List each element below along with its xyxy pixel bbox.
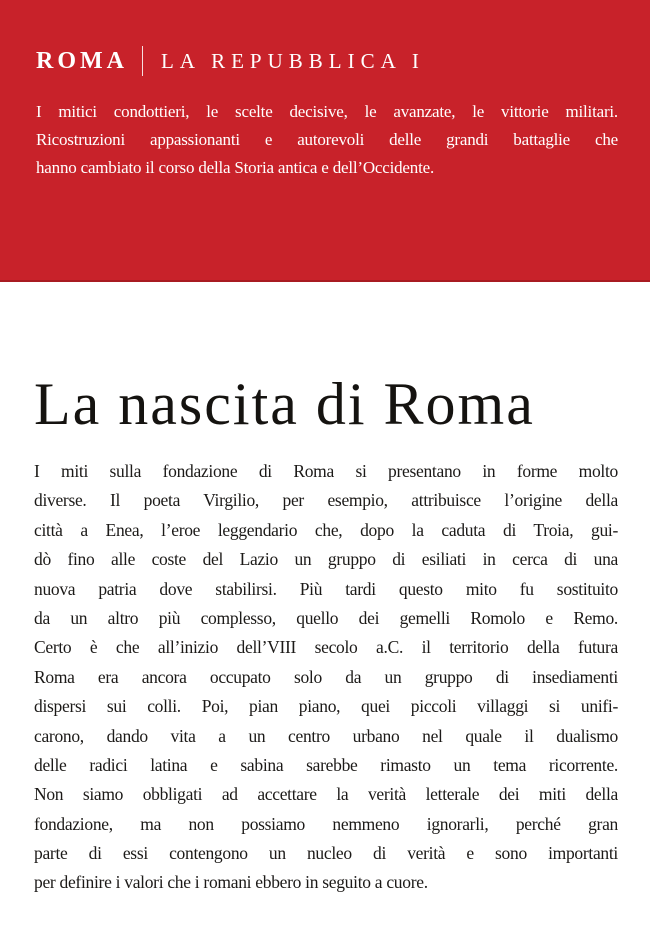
text-line: diverse. Il poeta Virgilio, per esempio, attribuisce l’origine della [34, 490, 618, 511]
text-line: Roma era ancora occupato solo da un gruppo di insediamenti [34, 666, 618, 687]
text-line: I miti sulla fondazione di Roma si presentano in forme molto [34, 461, 618, 481]
header-banner [0, 0, 650, 282]
banner-brand-row [36, 46, 618, 76]
brand-title: ROMA [36, 48, 128, 74]
text-line: carono, dando vita a un centro urbano nel quale il dualismo [34, 725, 618, 746]
text-line: nuova patria dove stabilirsi. Più tardi questo mito fu sostituito [34, 578, 618, 599]
text-line: dò fino alle coste del Lazio un gruppo di esiliati in cerca di una [34, 549, 618, 570]
page-title: La nascita di Roma [34, 371, 535, 437]
text-line: hanno cambiato il corso della Storia antica e dell’Occidente. [36, 158, 434, 177]
body-paragraph [34, 457, 618, 898]
text-line: da un altro più complesso, quello dei gemelli Romolo e Remo. [34, 607, 618, 628]
article [0, 282, 650, 898]
brand-divider [142, 46, 143, 76]
text-line: Non siamo obbligati ad accettare la verità letterale dei miti della [34, 784, 618, 805]
text-line: parte di essi contengono un nucleo di verità e sono importanti [34, 843, 618, 864]
text-line: per definire i valori che i romani ebbero in seguito a cuore. [34, 872, 428, 893]
text-line: Ricostruzioni appassionanti e autorevoli delle grandi battaglie che [36, 130, 618, 149]
text-line: I mitici condottieri, le scelte decisive, le avanzate, le vittorie militari. [36, 102, 618, 121]
text-line: fondazione, ma non possiamo nemmeno ignorarli, perché gran [34, 813, 618, 834]
text-line: Certo è che all’inizio dell’VIII secolo a.C. il territorio della futura [34, 637, 618, 658]
intro-paragraph [36, 98, 618, 182]
text-line: dispersi sui colli. Poi, pian piano, quei piccoli villaggi si unifi- [34, 696, 618, 717]
text-line: delle radici latina e sabina sarebbe rimasto un tema ricorrente. [34, 754, 618, 775]
series-title: LA REPUBBLICA I [160, 49, 425, 73]
text-line: città a Enea, l’eroe leggendario che, dopo la caduta di Troia, gui- [34, 519, 618, 540]
